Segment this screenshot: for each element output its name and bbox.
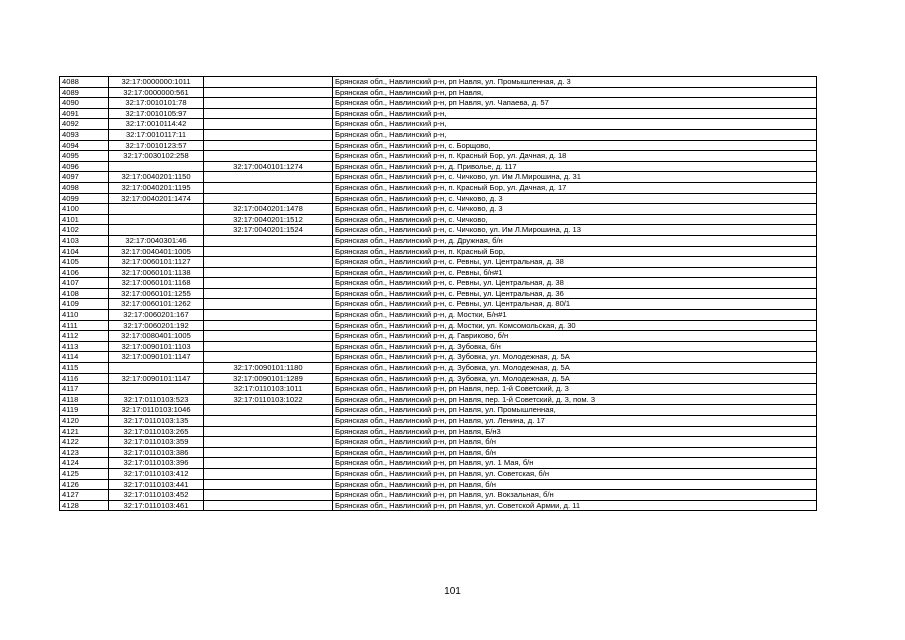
address-cell: Брянская обл., Навлинский р-н, с. Чичково, д. 3 xyxy=(333,193,817,204)
address-cell: Брянская обл., Навлинский р-н, рп Навля, б/н xyxy=(333,479,817,490)
address-cell: Брянская обл., Навлинский р-н, рп Навля, Б/н3 xyxy=(333,426,817,437)
address-cell: Брянская обл., Навлинский р-н, с. Ревны, ул. Центральная, д. 38 xyxy=(333,257,817,268)
table-row xyxy=(60,161,817,172)
cadastral-number-cell: 32:17:0110103:441 xyxy=(109,479,204,490)
address-cell: Брянская обл., Навлинский р-н, рп Навля, ул. Ленина, д. 17 xyxy=(333,416,817,427)
page-number: 101 xyxy=(444,586,461,597)
related-cadastral-number-cell xyxy=(204,278,333,289)
related-cadastral-number-cell xyxy=(204,257,333,268)
row-number-cell: 4119 xyxy=(60,405,109,416)
table-row xyxy=(60,108,817,119)
address-cell: Брянская обл., Навлинский р-н, рп Навля, пер. 1-й Советский, д. 3, пом. 3 xyxy=(333,394,817,405)
table-row xyxy=(60,278,817,289)
row-number-cell: 4127 xyxy=(60,490,109,501)
related-cadastral-number-cell xyxy=(204,299,333,310)
cadastral-number-cell: 32:17:0060201:192 xyxy=(109,320,204,331)
table-row xyxy=(60,214,817,225)
related-cadastral-number-cell xyxy=(204,352,333,363)
address-cell: Брянская обл., Навлинский р-н, с. Ревны, б/н#1 xyxy=(333,267,817,278)
cadastral-number-cell: 32:17:0060101:1262 xyxy=(109,299,204,310)
address-cell: Брянская обл., Навлинский р-н, с. Борщово, xyxy=(333,140,817,151)
cadastral-number-cell: 32:17:0010114:42 xyxy=(109,119,204,130)
row-number-cell: 4097 xyxy=(60,172,109,183)
row-number-cell: 4121 xyxy=(60,426,109,437)
cadastral-number-cell: 32:17:0010117:11 xyxy=(109,129,204,140)
row-number-cell: 4126 xyxy=(60,479,109,490)
cadastral-number-cell xyxy=(109,161,204,172)
address-cell: Брянская обл., Навлинский р-н, д. Зубовка, ул. Молодежная, д. 5А xyxy=(333,352,817,363)
registry-table-body xyxy=(60,77,817,511)
address-cell: Брянская обл., Навлинский р-н, рп Навля, б/н xyxy=(333,447,817,458)
related-cadastral-number-cell xyxy=(204,479,333,490)
related-cadastral-number-cell: 32:17:0040201:1478 xyxy=(204,204,333,215)
table-row xyxy=(60,151,817,162)
table-row xyxy=(60,235,817,246)
registry-table xyxy=(59,76,817,511)
cadastral-number-cell: 32:17:0110103:523 xyxy=(109,394,204,405)
address-cell: Брянская обл., Навлинский р-н, рп Навля, ул. Промышленная, д. 3 xyxy=(333,77,817,88)
related-cadastral-number-cell xyxy=(204,98,333,109)
address-cell: Брянская обл., Навлинский р-н, с. Чичково, ул. Им Л.Мирошина, д. 13 xyxy=(333,225,817,236)
address-cell: Брянская обл., Навлинский р-н, с. Ревны, ул. Центральная, д. 38 xyxy=(333,278,817,289)
row-number-cell: 4106 xyxy=(60,267,109,278)
cadastral-number-cell xyxy=(109,204,204,215)
cadastral-number-cell: 32:17:0010105:97 xyxy=(109,108,204,119)
table-row xyxy=(60,426,817,437)
row-number-cell: 4099 xyxy=(60,193,109,204)
related-cadastral-number-cell xyxy=(204,246,333,257)
related-cadastral-number-cell xyxy=(204,129,333,140)
table-row xyxy=(60,193,817,204)
cadastral-number-cell: 32:17:0110103:452 xyxy=(109,490,204,501)
row-number-cell: 4128 xyxy=(60,500,109,511)
row-number-cell: 4115 xyxy=(60,363,109,374)
related-cadastral-number-cell xyxy=(204,151,333,162)
row-number-cell: 4090 xyxy=(60,98,109,109)
address-cell: Брянская обл., Навлинский р-н, рп Навля, ул. Промышленная, xyxy=(333,405,817,416)
row-number-cell: 4116 xyxy=(60,373,109,384)
related-cadastral-number-cell xyxy=(204,447,333,458)
row-number-cell: 4120 xyxy=(60,416,109,427)
related-cadastral-number-cell xyxy=(204,119,333,130)
row-number-cell: 4091 xyxy=(60,108,109,119)
address-cell: Брянская обл., Навлинский р-н, д. Мостки, ул. Комсомольская, д. 30 xyxy=(333,320,817,331)
cadastral-number-cell: 32:17:0110103:412 xyxy=(109,468,204,479)
cadastral-number-cell: 32:17:0110103:386 xyxy=(109,447,204,458)
table-row xyxy=(60,140,817,151)
address-cell: Брянская обл., Навлинский р-н, д. Мостки, Б/н#1 xyxy=(333,310,817,321)
row-number-cell: 4103 xyxy=(60,235,109,246)
row-number-cell: 4088 xyxy=(60,77,109,88)
cadastral-number-cell: 32:17:0090101:1147 xyxy=(109,352,204,363)
table-row xyxy=(60,458,817,469)
cadastral-number-cell: 32:17:0040301:46 xyxy=(109,235,204,246)
cadastral-number-cell: 32:17:0110103:1046 xyxy=(109,405,204,416)
related-cadastral-number-cell xyxy=(204,108,333,119)
address-cell: Брянская обл., Навлинский р-н, д. Гавриково, б/н xyxy=(333,331,817,342)
table-row xyxy=(60,288,817,299)
related-cadastral-number-cell xyxy=(204,500,333,511)
row-number-cell: 4110 xyxy=(60,310,109,321)
table-row xyxy=(60,363,817,374)
table-row xyxy=(60,119,817,130)
related-cadastral-number-cell xyxy=(204,140,333,151)
related-cadastral-number-cell xyxy=(204,182,333,193)
address-cell: Брянская обл., Навлинский р-н, п. Красный Бор, ул. Дачная, д. 17 xyxy=(333,182,817,193)
related-cadastral-number-cell xyxy=(204,341,333,352)
address-cell: Брянская обл., Навлинский р-н, с. Чичково, д. 3 xyxy=(333,204,817,215)
related-cadastral-number-cell xyxy=(204,235,333,246)
table-row xyxy=(60,416,817,427)
cadastral-number-cell xyxy=(109,214,204,225)
table-row xyxy=(60,352,817,363)
related-cadastral-number-cell xyxy=(204,267,333,278)
address-cell: Брянская обл., Навлинский р-н, с. Ревны, ул. Центральная, д. 80/1 xyxy=(333,299,817,310)
row-number-cell: 4124 xyxy=(60,458,109,469)
table-row xyxy=(60,405,817,416)
cadastral-number-cell xyxy=(109,363,204,374)
table-row xyxy=(60,468,817,479)
row-number-cell: 4112 xyxy=(60,331,109,342)
cadastral-number-cell: 32:17:0030102:258 xyxy=(109,151,204,162)
table-row xyxy=(60,479,817,490)
row-number-cell: 4100 xyxy=(60,204,109,215)
related-cadastral-number-cell: 32:17:0110103:1011 xyxy=(204,384,333,395)
related-cadastral-number-cell: 32:17:0090101:1289 xyxy=(204,373,333,384)
row-number-cell: 4114 xyxy=(60,352,109,363)
row-number-cell: 4117 xyxy=(60,384,109,395)
address-cell: Брянская обл., Навлинский р-н, xyxy=(333,129,817,140)
related-cadastral-number-cell xyxy=(204,77,333,88)
cadastral-number-cell: 32:17:0110103:265 xyxy=(109,426,204,437)
cadastral-number-cell xyxy=(109,384,204,395)
cadastral-number-cell: 32:17:0040201:1150 xyxy=(109,172,204,183)
cadastral-number-cell: 32:17:0090101:1147 xyxy=(109,373,204,384)
row-number-cell: 4093 xyxy=(60,129,109,140)
table-row xyxy=(60,299,817,310)
address-cell: Брянская обл., Навлинский р-н, д. Зубовка, ул. Молодежная, д. 5А xyxy=(333,373,817,384)
row-number-cell: 4113 xyxy=(60,341,109,352)
related-cadastral-number-cell xyxy=(204,87,333,98)
table-row xyxy=(60,373,817,384)
row-number-cell: 4101 xyxy=(60,214,109,225)
related-cadastral-number-cell: 32:17:0110103:1022 xyxy=(204,394,333,405)
cadastral-number-cell: 32:17:0110103:461 xyxy=(109,500,204,511)
related-cadastral-number-cell: 32:17:0090101:1180 xyxy=(204,363,333,374)
address-cell: Брянская обл., Навлинский р-н, рп Навля, xyxy=(333,87,817,98)
related-cadastral-number-cell xyxy=(204,416,333,427)
row-number-cell: 4111 xyxy=(60,320,109,331)
related-cadastral-number-cell xyxy=(204,310,333,321)
cadastral-number-cell: 32:17:0060101:1255 xyxy=(109,288,204,299)
related-cadastral-number-cell xyxy=(204,405,333,416)
row-number-cell: 4105 xyxy=(60,257,109,268)
row-number-cell: 4094 xyxy=(60,140,109,151)
table-row xyxy=(60,267,817,278)
address-cell: Брянская обл., Навлинский р-н, с. Чичково, xyxy=(333,214,817,225)
cadastral-number-cell: 32:17:0110103:359 xyxy=(109,437,204,448)
address-cell: Брянская обл., Навлинский р-н, рп Навля, пер. 1-й Советский, д. 3 xyxy=(333,384,817,395)
address-cell: Брянская обл., Навлинский р-н, рп Навля, ул. Советской Армии, д. 11 xyxy=(333,500,817,511)
row-number-cell: 4096 xyxy=(60,161,109,172)
row-number-cell: 4102 xyxy=(60,225,109,236)
table-row xyxy=(60,257,817,268)
row-number-cell: 4098 xyxy=(60,182,109,193)
table-row xyxy=(60,437,817,448)
cadastral-number-cell: 32:17:0000000:561 xyxy=(109,87,204,98)
table-row xyxy=(60,394,817,405)
address-cell: Брянская обл., Навлинский р-н, с. Ревны, ул. Центральная, д. 36 xyxy=(333,288,817,299)
related-cadastral-number-cell xyxy=(204,331,333,342)
address-cell: Брянская обл., Навлинский р-н, д. Приволье, д. 117 xyxy=(333,161,817,172)
related-cadastral-number-cell xyxy=(204,172,333,183)
table-row xyxy=(60,77,817,88)
table-row xyxy=(60,182,817,193)
related-cadastral-number-cell: 32:17:0040201:1524 xyxy=(204,225,333,236)
table-row xyxy=(60,341,817,352)
cadastral-number-cell: 32:17:0060101:1138 xyxy=(109,267,204,278)
address-cell: Брянская обл., Навлинский р-н, рп Навля, ул. 1 Мая, б/н xyxy=(333,458,817,469)
table-row xyxy=(60,320,817,331)
table-row xyxy=(60,310,817,321)
table-row xyxy=(60,447,817,458)
cadastral-number-cell: 32:17:0010101:78 xyxy=(109,98,204,109)
address-cell: Брянская обл., Навлинский р-н, д. Дружная, б/н xyxy=(333,235,817,246)
related-cadastral-number-cell xyxy=(204,490,333,501)
related-cadastral-number-cell xyxy=(204,288,333,299)
address-cell: Брянская обл., Навлинский р-н, рп Навля, ул. Чапаева, д. 57 xyxy=(333,98,817,109)
related-cadastral-number-cell xyxy=(204,458,333,469)
cadastral-number-cell: 32:17:0010123:57 xyxy=(109,140,204,151)
cadastral-number-cell: 32:17:0040201:1474 xyxy=(109,193,204,204)
address-cell: Брянская обл., Навлинский р-н, рп Навля, б/н xyxy=(333,437,817,448)
related-cadastral-number-cell: 32:17:0040201:1512 xyxy=(204,214,333,225)
row-number-cell: 4089 xyxy=(60,87,109,98)
table-row xyxy=(60,87,817,98)
table-row xyxy=(60,384,817,395)
row-number-cell: 4122 xyxy=(60,437,109,448)
address-cell: Брянская обл., Навлинский р-н, xyxy=(333,119,817,130)
row-number-cell: 4092 xyxy=(60,119,109,130)
row-number-cell: 4118 xyxy=(60,394,109,405)
cadastral-number-cell: 32:17:0080401:1005 xyxy=(109,331,204,342)
row-number-cell: 4125 xyxy=(60,468,109,479)
table-row xyxy=(60,246,817,257)
address-cell: Брянская обл., Навлинский р-н, xyxy=(333,108,817,119)
cadastral-number-cell: 32:17:0040201:1195 xyxy=(109,182,204,193)
table-row xyxy=(60,204,817,215)
related-cadastral-number-cell xyxy=(204,437,333,448)
table-row xyxy=(60,129,817,140)
address-cell: Брянская обл., Навлинский р-н, п. Красный Бор, ул. Дачная, д. 18 xyxy=(333,151,817,162)
address-cell: Брянская обл., Навлинский р-н, д. Зубовка, ул. Молодежная, д. 5А xyxy=(333,363,817,374)
cadastral-number-cell: 32:17:0060101:1168 xyxy=(109,278,204,289)
cadastral-number-cell xyxy=(109,225,204,236)
related-cadastral-number-cell xyxy=(204,320,333,331)
table-row xyxy=(60,500,817,511)
cadastral-number-cell: 32:17:0000000:1011 xyxy=(109,77,204,88)
cadastral-number-cell: 32:17:0110103:135 xyxy=(109,416,204,427)
cadastral-number-cell: 32:17:0060201:167 xyxy=(109,310,204,321)
table-row xyxy=(60,98,817,109)
cadastral-number-cell: 32:17:0110103:396 xyxy=(109,458,204,469)
address-cell: Брянская обл., Навлинский р-н, рп Навля, ул. Вокзальная, б/н xyxy=(333,490,817,501)
related-cadastral-number-cell xyxy=(204,426,333,437)
related-cadastral-number-cell xyxy=(204,468,333,479)
cadastral-number-cell: 32:17:0040401:1005 xyxy=(109,246,204,257)
address-cell: Брянская обл., Навлинский р-н, рп Навля, ул. Советская, б/н xyxy=(333,468,817,479)
table-row xyxy=(60,490,817,501)
row-number-cell: 4108 xyxy=(60,288,109,299)
related-cadastral-number-cell: 32:17:0040101:1274 xyxy=(204,161,333,172)
table-row xyxy=(60,172,817,183)
address-cell: Брянская обл., Навлинский р-н, д. Зубовка, б/н xyxy=(333,341,817,352)
related-cadastral-number-cell xyxy=(204,193,333,204)
row-number-cell: 4109 xyxy=(60,299,109,310)
table-row xyxy=(60,331,817,342)
row-number-cell: 4104 xyxy=(60,246,109,257)
row-number-cell: 4107 xyxy=(60,278,109,289)
cadastral-number-cell: 32:17:0060101:1127 xyxy=(109,257,204,268)
row-number-cell: 4123 xyxy=(60,447,109,458)
address-cell: Брянская обл., Навлинский р-н, с. Чичково, ул. Им Л.Мирошина, д. 31 xyxy=(333,172,817,183)
table-row xyxy=(60,225,817,236)
row-number-cell: 4095 xyxy=(60,151,109,162)
cadastral-number-cell: 32:17:0090101:1103 xyxy=(109,341,204,352)
address-cell: Брянская обл., Навлинский р-н, п. Красный Бор, xyxy=(333,246,817,257)
